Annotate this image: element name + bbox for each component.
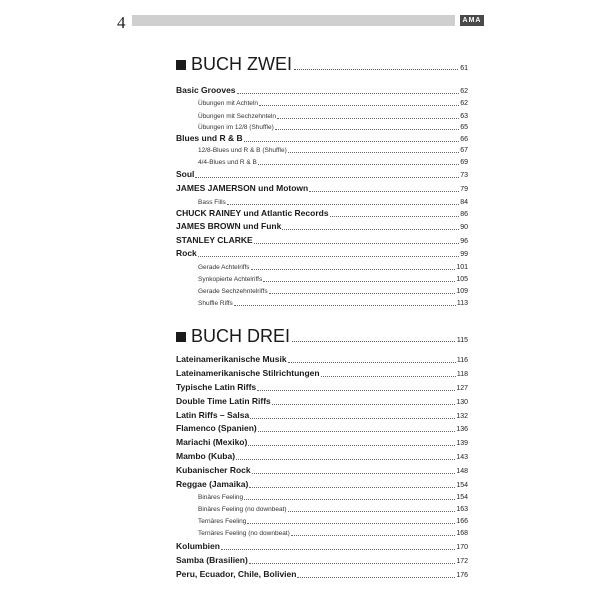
toc-entry[interactable] xyxy=(176,368,468,379)
entry-page-number: 101 xyxy=(456,264,468,271)
toc-entry[interactable] xyxy=(176,451,468,462)
publisher-logo: AMA xyxy=(460,15,484,26)
entry-label: Rock xyxy=(176,248,197,258)
dot-leader xyxy=(288,152,459,153)
dot-leader xyxy=(227,204,459,205)
entry-label: Gerade Achtelriffs xyxy=(198,264,250,271)
toc-entry[interactable] xyxy=(176,423,468,434)
entry-page-number: 109 xyxy=(456,288,468,295)
toc-subentry[interactable] xyxy=(198,515,468,526)
toc-subentry[interactable] xyxy=(198,97,468,108)
dot-leader xyxy=(247,523,455,524)
toc-subentry[interactable] xyxy=(198,491,468,502)
dot-leader xyxy=(251,269,456,270)
dot-leader xyxy=(275,129,459,130)
toc-subentry[interactable] xyxy=(198,261,468,272)
entry-label: Typische Latin Riffs xyxy=(176,382,257,392)
toc-entry[interactable] xyxy=(176,183,468,194)
entry-page-number: 67 xyxy=(460,147,468,154)
dot-leader xyxy=(252,473,456,474)
dot-leader xyxy=(292,341,455,342)
toc-entry[interactable] xyxy=(176,382,468,393)
entry-label: Shuffle Riffs xyxy=(198,300,233,307)
toc-subentry[interactable] xyxy=(198,196,468,207)
section-heading xyxy=(176,324,468,346)
dot-leader xyxy=(288,362,456,363)
entry-label: STANLEY CLARKE xyxy=(176,235,253,245)
square-bullet-icon xyxy=(176,60,186,70)
entry-label: Soul xyxy=(176,169,195,179)
entry-page-number: 84 xyxy=(460,199,468,206)
entry-label: Peru, Ecuador, Chile, Bolivien xyxy=(176,569,297,579)
entry-label: Samba (Brasilien) xyxy=(176,555,248,565)
entry-page-number: 154 xyxy=(456,482,468,489)
section-heading xyxy=(176,52,468,74)
entry-label: Ternäres Feeling xyxy=(198,518,247,525)
toc-entry[interactable] xyxy=(176,437,468,448)
dot-leader xyxy=(321,376,456,377)
entry-page-number: 90 xyxy=(460,224,468,231)
entry-label: Gerade Sechzehntelriffs xyxy=(198,288,268,295)
entry-page-number: 99 xyxy=(460,251,468,258)
dot-leader xyxy=(309,191,459,192)
dot-leader xyxy=(272,404,456,405)
entry-page-number: 62 xyxy=(460,100,468,107)
dot-leader xyxy=(294,69,458,70)
dot-leader xyxy=(258,431,456,432)
entry-page-number: 105 xyxy=(456,276,468,283)
entry-label: Kolumbien xyxy=(176,541,220,551)
entry-page-number: 62 xyxy=(460,88,468,95)
entry-label: Übungen im 12/8 (Shuffle) xyxy=(198,124,274,131)
entry-label: Übungen mit Sechzehnteln xyxy=(198,113,277,120)
entry-page-number: 118 xyxy=(456,371,468,378)
entry-page-number: 116 xyxy=(456,357,468,364)
dot-leader xyxy=(277,118,459,119)
dot-leader xyxy=(288,511,456,512)
entry-label: 4/4-Blues und R & B xyxy=(198,159,257,166)
toc-entry[interactable] xyxy=(176,235,468,246)
toc-subentry[interactable] xyxy=(198,297,468,308)
entry-page-number: 69 xyxy=(460,159,468,166)
section-heading-label: BUCH ZWEI xyxy=(191,54,292,74)
entry-label: 12/8-Blues und R & B (Shuffle) xyxy=(198,147,287,154)
dot-leader xyxy=(297,577,455,578)
toc-entry[interactable] xyxy=(176,208,468,219)
entry-label: Double Time Latin Riffs xyxy=(176,396,271,406)
dot-leader xyxy=(249,487,455,488)
toc-subentry[interactable] xyxy=(198,285,468,296)
dot-leader xyxy=(258,164,459,165)
toc-subentry[interactable] xyxy=(198,527,468,538)
toc-entry[interactable] xyxy=(176,541,468,552)
entry-page-number: 139 xyxy=(456,440,468,447)
dot-leader xyxy=(282,229,459,230)
dot-leader xyxy=(249,563,456,564)
entry-page-number: 136 xyxy=(456,426,468,433)
entry-page-number: 96 xyxy=(460,238,468,245)
entry-label: Flamenco (Spanien) xyxy=(176,423,257,433)
dot-leader xyxy=(195,177,459,178)
dot-leader xyxy=(244,499,455,500)
header-bar xyxy=(132,15,455,26)
entry-label: Ternäres Feeling (no downbeat) xyxy=(198,530,290,537)
section-heading-label: BUCH DREI xyxy=(191,326,291,346)
entry-label: Basic Grooves xyxy=(176,85,236,95)
toc-entry[interactable] xyxy=(176,569,468,580)
toc-entry[interactable] xyxy=(176,248,468,259)
toc-entry[interactable] xyxy=(176,410,468,421)
dot-leader xyxy=(234,305,456,306)
dot-leader xyxy=(257,390,455,391)
dot-leader xyxy=(236,459,455,460)
entry-label: Bass Fills xyxy=(198,199,226,206)
entry-page-number: 65 xyxy=(460,124,468,131)
dot-leader xyxy=(237,93,460,94)
toc-entry[interactable] xyxy=(176,354,468,365)
entry-page-number: 73 xyxy=(460,172,468,179)
entry-page-number: 113 xyxy=(456,300,468,307)
toc-entry[interactable] xyxy=(176,479,468,490)
entry-label: CHUCK RAINEY und Atlantic Records xyxy=(176,208,329,218)
toc-entry[interactable] xyxy=(176,85,468,96)
entry-page-number: 66 xyxy=(460,136,468,143)
entry-label: Lateinamerikanische Musik xyxy=(176,354,287,364)
toc-entry[interactable] xyxy=(176,133,468,144)
entry-label: Latin Riffs – Salsa xyxy=(176,410,250,420)
entry-label: JAMES JAMERSON und Motown xyxy=(176,183,309,193)
entry-page-number: 127 xyxy=(456,385,468,392)
entry-page-number: 154 xyxy=(456,494,468,501)
entry-page-number: 172 xyxy=(456,558,468,565)
dot-leader xyxy=(248,445,455,446)
section-page-number: 115 xyxy=(456,337,468,344)
entry-page-number: 63 xyxy=(460,113,468,120)
dot-leader xyxy=(330,216,460,217)
entry-label: Binäres Feeling xyxy=(198,494,244,501)
dot-leader xyxy=(259,105,459,106)
square-bullet-icon xyxy=(176,332,186,342)
dot-leader xyxy=(269,293,456,294)
entry-page-number: 79 xyxy=(460,186,468,193)
toc-entry[interactable] xyxy=(176,169,468,180)
toc-subentry[interactable] xyxy=(198,144,468,155)
toc-entry[interactable] xyxy=(176,465,468,476)
toc-subentry[interactable] xyxy=(198,121,468,132)
entry-page-number: 86 xyxy=(460,211,468,218)
entry-page-number: 148 xyxy=(456,468,468,475)
toc-entry[interactable] xyxy=(176,396,468,407)
dot-leader xyxy=(250,418,455,419)
dot-leader xyxy=(221,549,455,550)
entry-page-number: 168 xyxy=(456,530,468,537)
entry-label: Blues und R & B xyxy=(176,133,243,143)
page-number: 4 xyxy=(117,13,126,32)
entry-label: Übungen mit Achteln xyxy=(198,100,258,107)
dot-leader xyxy=(244,141,460,142)
toc-subentry[interactable] xyxy=(198,273,468,284)
dot-leader xyxy=(291,535,456,536)
entry-page-number: 130 xyxy=(456,399,468,406)
entry-label: Kubanischer Rock xyxy=(176,465,251,475)
section-page-number: 61 xyxy=(460,65,468,72)
entry-label: Reggae (Jamaika) xyxy=(176,479,249,489)
dot-leader xyxy=(263,281,455,282)
entry-page-number: 143 xyxy=(456,454,468,461)
entry-page-number: 132 xyxy=(456,413,468,420)
entry-page-number: 170 xyxy=(456,544,468,551)
dot-leader xyxy=(254,243,460,244)
entry-label: JAMES BROWN und Funk xyxy=(176,221,282,231)
toc-subentry[interactable] xyxy=(198,156,468,167)
toc-subentry[interactable] xyxy=(198,110,468,121)
entry-label: Synkopierte Achtelriffs xyxy=(198,276,263,283)
toc-subentry[interactable] xyxy=(198,503,468,514)
entry-label: Binäres Feeling (no downbeat) xyxy=(198,506,287,513)
entry-label: Mambo (Kuba) xyxy=(176,451,236,461)
entry-label: Mariachi (Mexiko) xyxy=(176,437,248,447)
entry-page-number: 163 xyxy=(456,506,468,513)
entry-label: Lateinamerikanische Stilrichtungen xyxy=(176,368,320,378)
toc-entry[interactable] xyxy=(176,555,468,566)
toc-entry[interactable] xyxy=(176,221,468,232)
entry-page-number: 166 xyxy=(456,518,468,525)
dot-leader xyxy=(198,256,459,257)
entry-page-number: 176 xyxy=(456,572,468,579)
